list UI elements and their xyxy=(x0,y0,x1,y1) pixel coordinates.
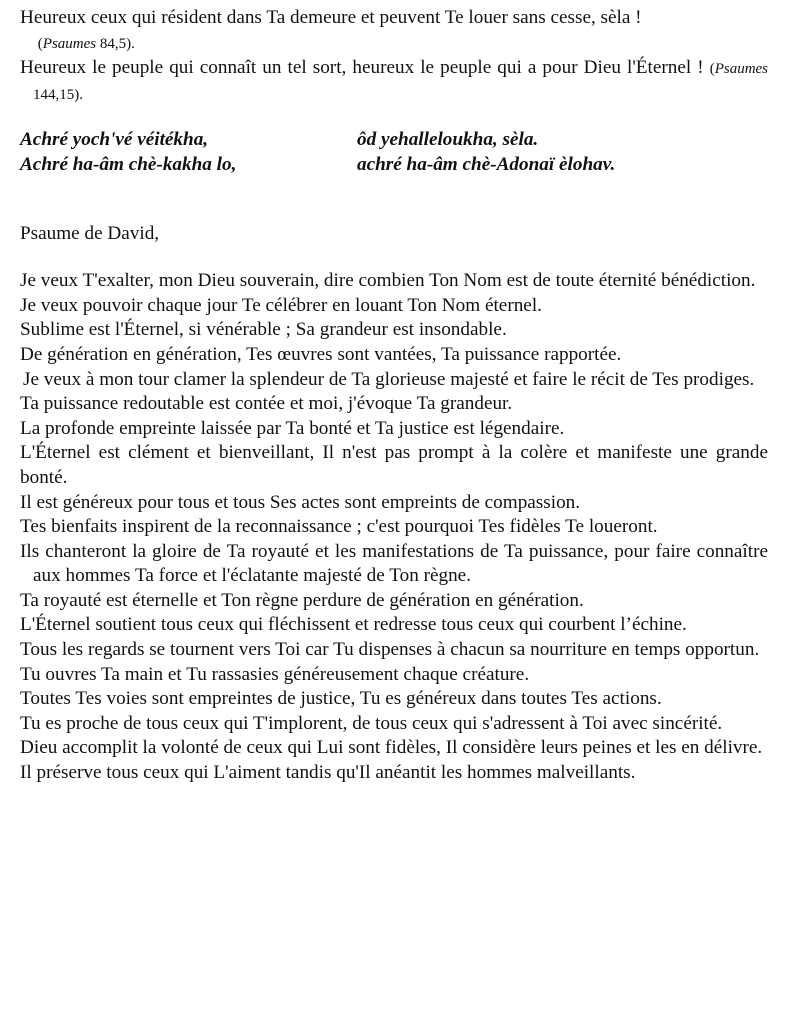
transliteration-right: achré ha-âm chè-Adonaï èlohav. xyxy=(357,153,616,175)
psalm-body xyxy=(20,269,768,785)
psalm-verse: Tu ouvres Ta main et Tu rassasies généreusement chaque créature. xyxy=(20,663,530,685)
psalm-verse: Je veux T'exalter, mon Dieu souverain, dire combien Ton Nom est de toute éternité bénédiction. xyxy=(20,270,756,292)
psalm-verse: De génération en génération, Tes œuvres sont vantées, Ta puissance rapportée. xyxy=(20,343,622,365)
transliteration-left: Achré ha-âm chè-kakha lo, xyxy=(20,153,237,175)
intro-verse-1 xyxy=(20,6,768,56)
psalm-verse: L'Éternel soutient tous ceux qui fléchissent et redresse tous ceux qui courbent l’échine. xyxy=(20,614,687,636)
psalm-verse: La profonde empreinte laissée par Ta bonté et Ta justice est légendaire. xyxy=(20,417,565,439)
psalm-verse: Tu es proche de tous ceux qui T'implorent, de tous ceux qui s'adressent à Toi avec sincérité. xyxy=(20,712,723,734)
psalm-verse: Il est généreux pour tous et tous Ses actes sont empreints de compassion. xyxy=(20,491,581,513)
psalm-verse: Tes bienfaits inspirent de la reconnaissance ; c'est pourquoi Tes fidèles Te loueront. xyxy=(20,516,658,538)
psalm-verse: Il préserve tous ceux qui L'aiment tandis qu'Il anéantit les hommes malveillants. xyxy=(20,762,636,784)
psalm-verse: L'Éternel est clément et bienveillant, Il n'est pas prompt à la colère et manifeste une grande bonté. xyxy=(20,442,768,488)
psalm-verse: Toutes Tes voies sont empreintes de justice, Tu es généreux dans toutes Tes actions. xyxy=(20,688,662,710)
transliteration-right: ôd yehalleloukha, sèla. xyxy=(357,129,539,151)
transliteration-row xyxy=(20,128,768,153)
psalm-verse: Ta royauté est éternelle et Ton règne perdure de génération en génération. xyxy=(20,589,584,611)
intro-verse-2 xyxy=(20,56,768,107)
psalm-verse: Dieu accomplit la volonté de ceux qui Lui sont fidèles, Il considère leurs peines et les en délivre. xyxy=(20,737,763,759)
psalm-verse: Tous les regards se tournent vers Toi car Tu dispenses à chacun sa nourriture en temps opportun. xyxy=(20,639,760,661)
psalm-verse: Je veux pouvoir chaque jour Te célébrer en louant Ton Nom éternel. xyxy=(20,294,542,316)
psalm-verse: Sublime est l'Éternel, si vénérable ; Sa grandeur est insondable. xyxy=(20,319,507,341)
transliteration-left: Achré yoch'vé véitékha, xyxy=(20,129,209,151)
psalm-verse: Ils chanteront la gloire de Ta royauté et les manifestations de Ta puissance, pour faire connaître aux hommes Ta force et l'éclatante majesté de Ton règne. xyxy=(20,540,768,587)
transliteration-block xyxy=(20,128,768,177)
intro-verse-2-reference: (Psaumes 144,15). xyxy=(33,61,769,103)
intro-verse-1-text: Heureux ceux qui résident dans Ta demeure et peuvent Te louer sans cesse, sèla ! xyxy=(20,7,642,28)
transliteration-row xyxy=(20,153,768,178)
intro-verse-1-reference: (Psaumes 84,5). xyxy=(37,35,135,52)
psalm-verse: Ta puissance redoutable est contée et moi, j'évoque Ta grandeur. xyxy=(20,393,513,415)
psalm-title: Psaume de David, xyxy=(20,222,160,244)
psalm-verse: Je veux à mon tour clamer la splendeur de Ta glorieuse majesté et faire le récit de Tes prodiges. xyxy=(23,368,755,390)
intro-verse-2-text: Heureux le peuple qui connaît un tel sort, heureux le peuple qui a pour Dieu l'Éternel ! xyxy=(20,57,704,79)
